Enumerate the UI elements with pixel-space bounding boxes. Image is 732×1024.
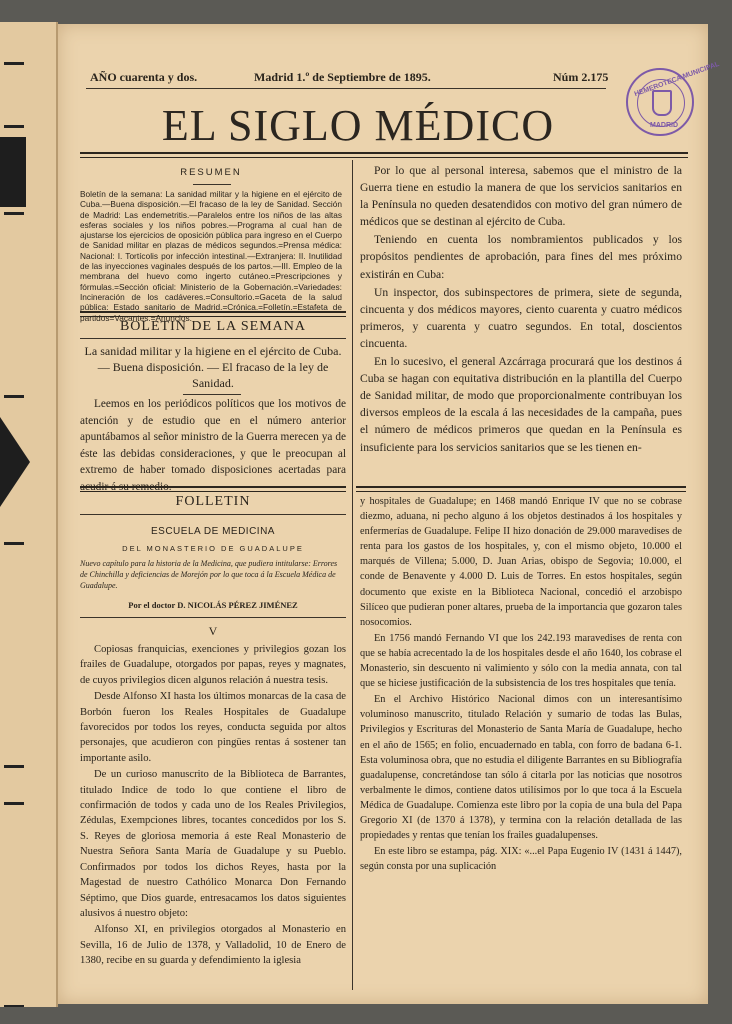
ornament-border [4,802,24,1007]
section-rule [80,514,346,515]
news-paragraph: Teniendo en cuenta los nombramientos publicados y los propósitos pendientes de aprobación, para fines del mes próximo existirán en Cuba: [360,233,682,281]
chapter-number: V [208,624,218,638]
stamp-bottom-text: MADRID [650,122,678,129]
folletin-paragraph: y hospitales de Guadalupe; en 1468 mandó Enrique IV que no se cobrase diezmo, aduana, ni pecho alguno á los objetos destinados á los hospitales y enfermerías de Guadalupe. Felipe II hizo donación de 29.000 maravedises de renta para los gastos de los hospitales, y, con el mismo objeto, 10.000 el marqués de Villena; 5.000, D. Juan Arias, obispo de Segovia; 10.000, el conde de Benavente y 4.000 D. Luis de Torres. En estos hospitales, según documento que existe en la Biblioteca Nacional, concedió el arzobispo Silíceo que pudieran poner altares, prueba de la importancia que gozaron tales nosocomios. [360,496,682,628]
author-line: Por el doctor D. NICOLÁS PÉREZ JIMÉNEZ [128,600,298,610]
ornament-block [0,137,26,207]
folletin-paragraph: En el Archivo Histórico Nacional dimos con un interesantísimo voluminoso manuscrito, titulado Relación y sumario de todas las Bulas, Privilegios y Escrituras del Monasterio de Santa María de Guadalupe, hecho en el año de 1565; en folio, encuadernado en tabla, con forro de badana 6-1. Esta voluminosa obra, que no estudia el diligente Barrantes en su Bibliografía guadalupense, concretándose tan sólo á citarla por las noticias que nosotros verbalmente le dimos, contiene datos utilísimos por lo que toca á la Escuela Médica de Guadalupe. Comienza este libro por la copia de una bula del Papa Gregorio XI (de 1370 á 1378), y termina con la relación detallada de las propiedades y rentas que tenían los frailes guadalupenses. [360,694,682,842]
boletin-body [80,396,346,497]
coat-of-arms-icon [652,90,672,116]
ornament-border [4,542,24,768]
header-year: AÑO cuarenta y dos. [90,70,198,84]
monastery-heading: DEL MONASTERIO DE GUADALUPE [122,544,304,553]
boletin-title: BOLETIN DE LA SEMANA [119,319,307,334]
news-paragraph: En lo sucesivo, el general Azcárraga procurará que los destinos á Cuba se hagan con equitativa distribución en la plantilla del Cuerpo de Sanidad militar, de modo que proporcionalmente contribuyan los diversos empleos de la escala á las necesidades de la campaña, pues el número de médicos primeros que quedan en la Península es insuficiente para los servicios sanitarios que se les tienen en- [360,355,682,454]
folletin-rule [80,486,346,492]
folletin-paragraph: De un curioso manuscrito de la Biblioteca de Barrantes, titulado Indice de todo lo que contiene el libro de confirmación de todos y cada uno de los Reales Privilegios, Zédulas, Exempciones libres, tocantes concedidos por los S. S. Reyes de gloriosa memoria á este Real Monasterio de Nuestra Señora Santa María de Guadalupe y su Pueblo. Confirmados por todos los dichos Reyes, hasta por la Magestad de nuestro Cathólico Monarca Don Fernando Séptimo, que Dios guarde, entresacamos los datos siguientes alusivos á nuestro objeto: [80,769,346,919]
stamp-top-text: HEMEROTECA MUNICIPAL [633,60,721,99]
folletin-paragraph: En este libro se estampa, pág. XIX: «...el Papa Eugenio IV (1431 á 1447), según consta por una suplicación [360,846,682,873]
masthead-rule [80,152,688,158]
folletin-subtitle: Nuevo capítulo para la historia de la Medicina, que pudiera intitularse: Errores de Chinchilla y deficiencias de Morejón por lo que toca á la Escuela Médica de Guadalupe. [80,559,338,590]
news-paragraph: Por lo que al personal interesa, sabemos que el ministro de la Guerra tiene en estudio la manera de que los servicios sanitarios en la Península no queden desatendidos con motivo del gran número de médicos que se destinan al ejército de Cuba. [360,164,682,229]
section-rule [80,338,346,339]
folletin-rule [356,486,686,492]
masthead-title: EL SIGLO MÉDICO [161,101,555,150]
ornament-border [4,62,24,128]
adjacent-page-edge [0,22,58,1007]
ornament-arrow [0,417,30,507]
header-date: Madrid 1.º de Septiembre de 1895. [254,70,431,84]
library-stamp [626,60,721,136]
column-divider [352,160,353,990]
header-number: Núm 2.175 [553,70,609,84]
folletin-left-body [80,642,346,970]
header-rule [86,88,606,89]
resumen-rule [193,184,231,185]
short-rule [183,394,241,395]
ornament-border [4,212,24,398]
boletin-subtitle: La sanidad militar y la higiene en el ejército de Cuba. — Buena disposición. — El fracaso de la ley de Sanidad. [84,344,342,390]
boletin-paragraph: Leemos en los periódicos políticos que los motivos de atención y de estudio que en el número anterior apuntábamos al señor ministro de la Guerra merecen ya de éste las debidas consideraciones, y que le preocupan al extremo de haber tomado disposiciones acertadas para acudir á su remedio. [80,398,346,493]
section-rule [80,617,346,618]
folletin-paragraph: Copiosas franquicias, exenciones y privilegios gozan los frailes de Guadalupe, otorgados por papas, reyes y magnates, de cuyos privilegios dicen algunos relación á nuestra tesis. [80,644,346,686]
school-heading: ESCUELA DE MEDICINA [151,526,275,537]
resumen-title: RESUMEN [180,167,242,178]
news-paragraph: Un inspector, dos subinspectores de primera, siete de segunda, cincuenta y dos médicos mayores, ciento cuarenta y cuatro médicos primeros, y cuarenta y cuatro segundos. En total, doscientos cincuenta. [360,285,682,350]
folletin-paragraph: Alfonso XI, en privilegios otorgados al Monasterio en Sevilla, 16 de Julio de 1378, y Valladolid, 10 de Enero de 1380, recibe en su guarda y defendimiento la iglesia [80,924,346,967]
folletin-paragraph: Desde Alfonso XI hasta los últimos monarcas de la casa de Borbón fueron los Reales Hospitales de Guadalupe favorecidos por todos los reyes, conducta seguida por altos personajes, que acudieron con pingües rentas á sostener tan importante asilo. [80,691,346,764]
right-top-body [360,162,682,457]
resumen-text: Boletín de la semana: La sanidad militar y la higiene en el ejército de Cuba.—Buena disposición.—El fracaso de la ley de Sanidad. Sección de Madrid: Las endemetritis.—Paralelos entre los niños de las altas esferas sociales y los niños pobres.—Programa al cual han de ajustarse los ejercicios de oposición pública para ingreso en el Cuerpo de Sanidad militar en plazas de médicos segundos.=Prensa médica: Nacional: I. Tortícolis por infección intestinal.—Extranjera: II. Inutilidad de las inyecciones vaginales después de los partos.—III. Empleo de la membrana del huevo como ingerto cutáneo.=Prescripciones y fórmulas.=Sección oficial: Ministerio de la Gobernación.=Variedades: Incineración de los cadáveres.=Consultorio.=Gaceta de la salud pública: Estado sanitario de Madrid.=Crónica.=Folletín.=Estafeta de partidos=Vacantes.=Anuncios. [80,189,342,323]
folletin-title: FOLLETIN [175,494,251,509]
newspaper-page [58,24,721,1004]
section-rule [80,311,346,317]
folletin-paragraph: En 1756 mandó Fernando VI que los 242.193 maravedises de renta con que se había acrecentado la de los hospitales desde el año 1640, los cobrase el Monasterio, sin descuento ni valimiento y sólo con la media annata, con tal que se hiciese justificación de la subsistencia de los tres hospitales que tenía. [360,632,682,690]
folletin-right-body [360,494,682,875]
